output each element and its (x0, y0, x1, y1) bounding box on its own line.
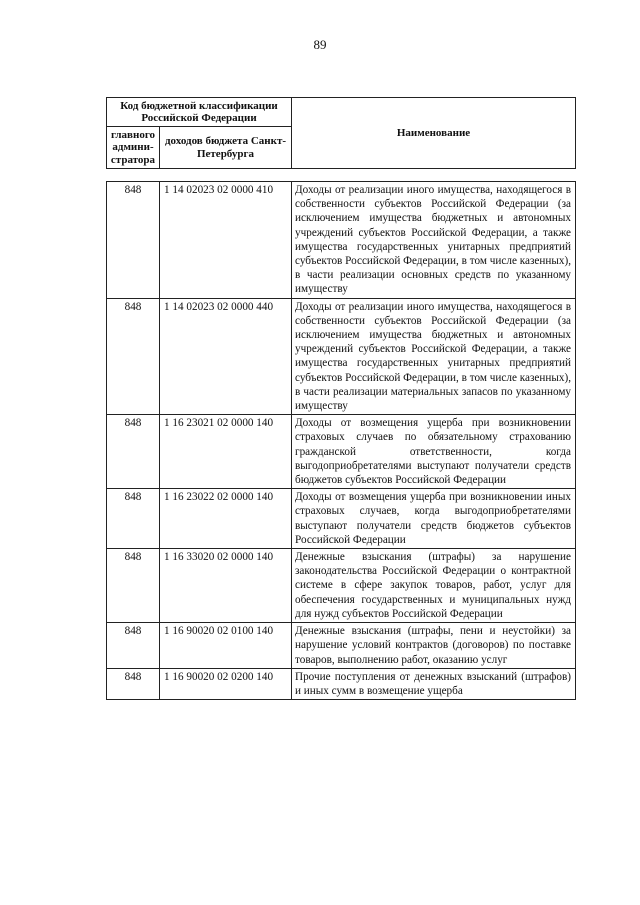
revenue-name-cell: Прочие поступления от денежных взысканий (штрафов) и иных сумм в возмещение ущерба (292, 668, 576, 699)
admin-code-cell: 848 (107, 415, 160, 489)
revenue-name-cell: Доходы от реализации иного имущества, находящегося в собственности субъектов Российской Федерации (за исключением имущества бюджетных и автономных учреждений субъектов Российской Федерации, а также имущества государственных унитарных предприятий субъектов Российской Федерации, в том числе казенных), в части реализации материальных запасов по указанному имуществу (292, 298, 576, 415)
admin-code-cell: 848 (107, 668, 160, 699)
budget-revenue-header: доходов бюджета Санкт-Петербурга (160, 127, 292, 169)
table-row (107, 549, 576, 623)
revenue-table-body (107, 182, 576, 700)
table-row (107, 298, 576, 415)
table-row (107, 182, 576, 299)
budget-code-cell: 1 16 33020 02 0000 140 (160, 549, 292, 623)
table-row (107, 415, 576, 489)
admin-code-cell: 848 (107, 489, 160, 549)
table-row (107, 668, 576, 699)
budget-code-cell: 1 14 02023 02 0000 410 (160, 182, 292, 299)
revenue-table (106, 181, 576, 700)
budget-code-cell: 1 16 23021 02 0000 140 (160, 415, 292, 489)
revenue-name-cell: Денежные взыскания (штрафы, пени и неустойки) за нарушение условий контрактов (договоров) по поставке товаров, выполнению работ, оказанию услуг (292, 623, 576, 669)
table-row (107, 623, 576, 669)
header-table (106, 97, 576, 169)
table-row (107, 489, 576, 549)
name-header: Наименование (292, 98, 576, 169)
budget-code-cell: 1 14 02023 02 0000 440 (160, 298, 292, 415)
budget-code-cell: 1 16 90020 02 0200 140 (160, 668, 292, 699)
budget-code-cell: 1 16 90020 02 0100 140 (160, 623, 292, 669)
revenue-name-cell: Денежные взыскания (штрафы) за нарушение законодательства Российской Федерации о контрактной системе в сфере закупок товаров, работ, услуг для обеспечения государственных и муниципальных нужд для нужд субъектов Российской Федерации (292, 549, 576, 623)
admin-code-cell: 848 (107, 298, 160, 415)
admin-code-cell: 848 (107, 549, 160, 623)
admin-code-cell: 848 (107, 182, 160, 299)
chief-administrator-header: главного админи-стратора (107, 127, 160, 169)
classification-code-header: Код бюджетной классификации Российской Федерации (107, 98, 292, 127)
budget-code-cell: 1 16 23022 02 0000 140 (160, 489, 292, 549)
admin-code-cell: 848 (107, 623, 160, 669)
page-number: 89 (313, 37, 327, 52)
revenue-name-cell: Доходы от возмещения ущерба при возникновении иных страховых случаев, когда выгодоприобретателями выступают получатели средств бюджетов субъектов Российской Федерации (292, 489, 576, 549)
revenue-name-cell: Доходы от реализации иного имущества, находящегося в собственности субъектов Российской Федерации (за исключением имущества бюджетных и автономных учреждений субъектов Российской Федерации, а также имущества государственных унитарных предприятий субъектов Российской Федерации, в том числе казенных), в части реализации основных средств по указанному имуществу (292, 182, 576, 299)
revenue-name-cell: Доходы от возмещения ущерба при возникновении страховых случаев по обязательному страхованию гражданской ответственности, когда выгодоприобретателями выступают получатели средств бюджетов субъектов Российской Федерации (292, 415, 576, 489)
